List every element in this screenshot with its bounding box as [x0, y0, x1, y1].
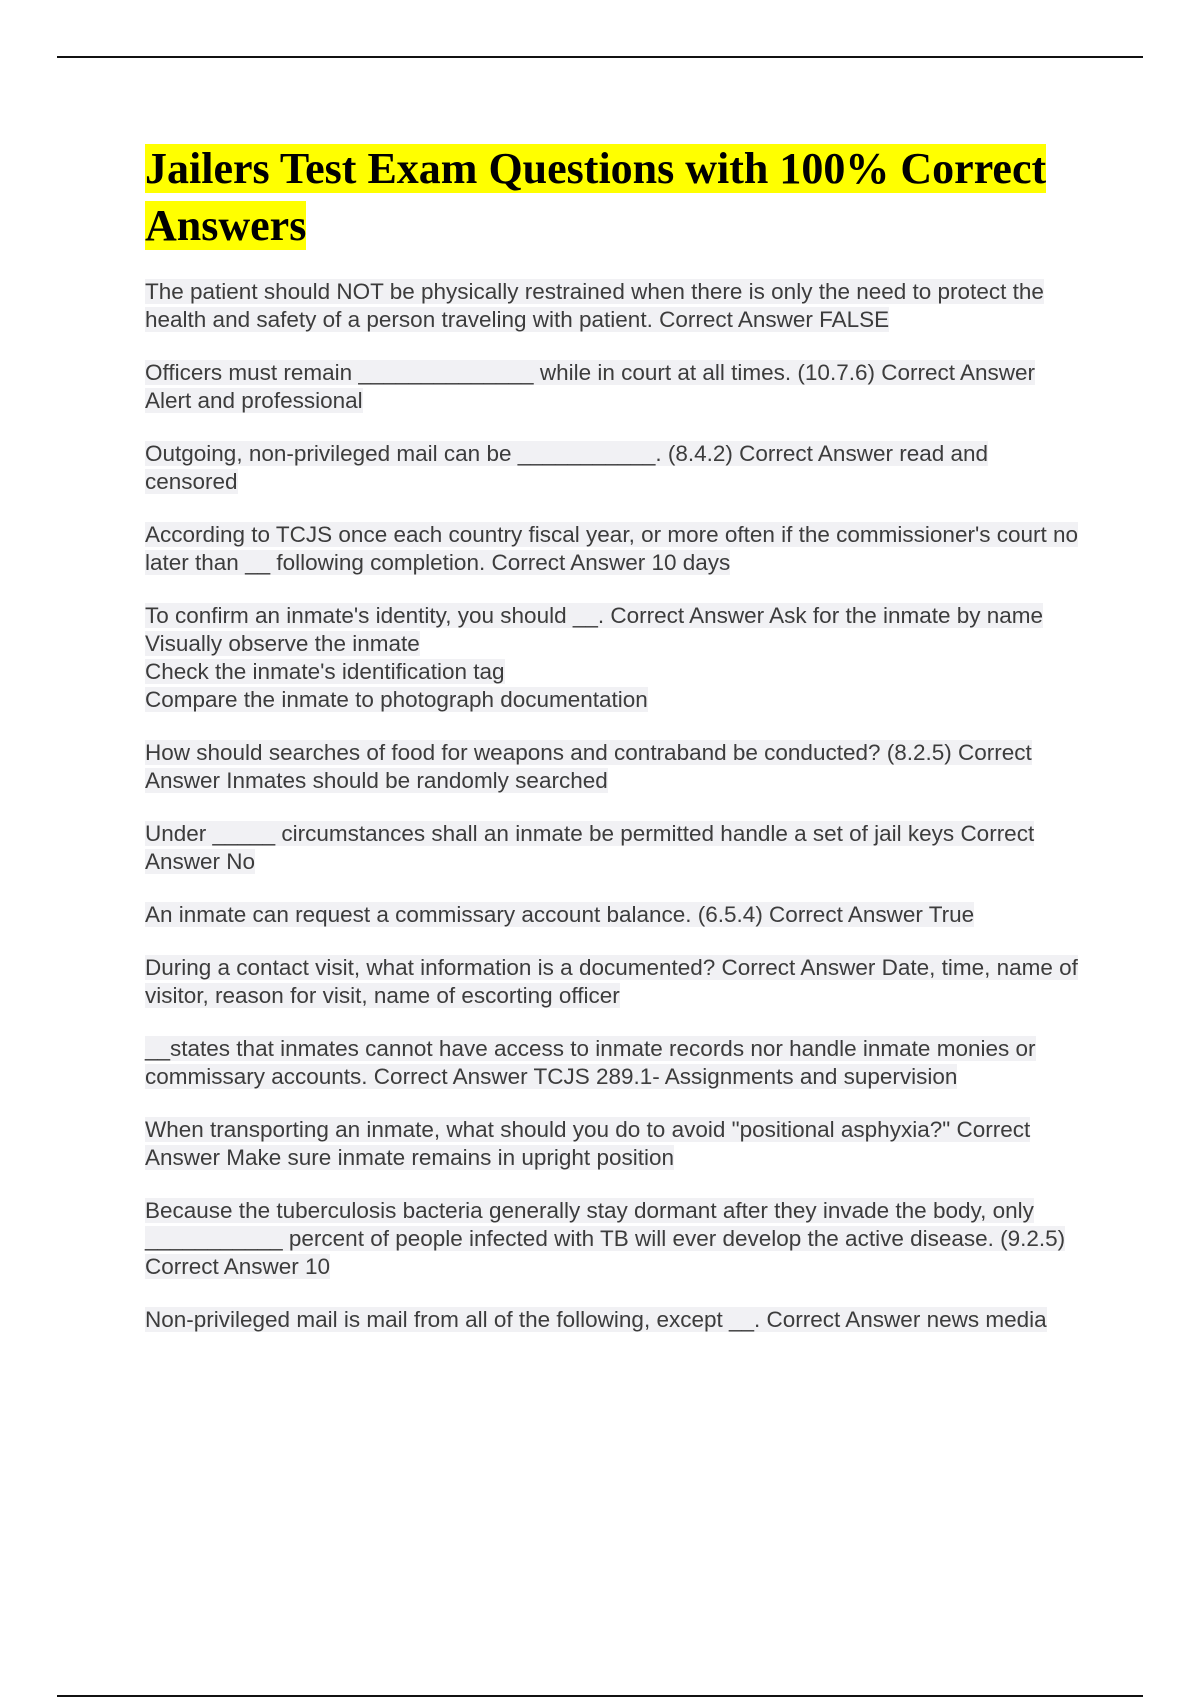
- qa-item: Because the tuberculosis bacteria generally stay dormant after they invade the body, only ___________ percent of people infected with TB will ever develop the active disease. (9.2.5) Correct Answer 10: [145, 1198, 1066, 1279]
- qa-item: How should searches of food for weapons and contraband be conducted? (8.2.5) Correct Answer Inmates should be randomly searched: [145, 740, 1032, 793]
- qa-item: __states that inmates cannot have access to inmate records nor handle inmate monies or commissary accounts. Correct Answer TCJS 289.1- Assignments and supervision: [145, 1036, 1036, 1089]
- qa-item: To confirm an inmate's identity, you should __. Correct Answer Ask for the inmate by name Visually observe the inmate Check the inmate's identification tag Compare the inmate to photograph documentation: [145, 603, 1044, 712]
- qa-item: Non-privileged mail is mail from all of the following, except __. Correct Answer news media: [145, 1307, 1047, 1332]
- bottom-rule: [57, 1695, 1143, 1697]
- qa-item: During a contact visit, what information is a documented? Correct Answer Date, time, name of visitor, reason for visit, name of escorting officer: [145, 955, 1078, 1008]
- document-body: [145, 140, 1085, 1359]
- qa-item: When transporting an inmate, what should you do to avoid "positional asphyxia?" Correct Answer Make sure inmate remains in upright position: [145, 1117, 1031, 1170]
- qa-item: An inmate can request a commissary account balance. (6.5.4) Correct Answer True: [145, 902, 975, 927]
- document-title: Jailers Test Exam Questions with 100% Correct Answers: [145, 144, 1047, 250]
- qa-item: The patient should NOT be physically restrained when there is only the need to protect the health and safety of a person traveling with patient. Correct Answer FALSE: [145, 279, 1044, 332]
- qa-item: Outgoing, non-privileged mail can be ___________. (8.4.2) Correct Answer read and censored: [145, 441, 989, 494]
- qa-item: According to TCJS once each country fiscal year, or more often if the commissioner's court no later than __ following completion. Correct Answer 10 days: [145, 522, 1079, 575]
- qa-item: Under _____ circumstances shall an inmate be permitted handle a set of jail keys Correct Answer No: [145, 821, 1035, 874]
- top-rule: [57, 56, 1143, 58]
- qa-item: Officers must remain ______________ while in court at all times. (10.7.6) Correct Answer Alert and professional: [145, 360, 1036, 413]
